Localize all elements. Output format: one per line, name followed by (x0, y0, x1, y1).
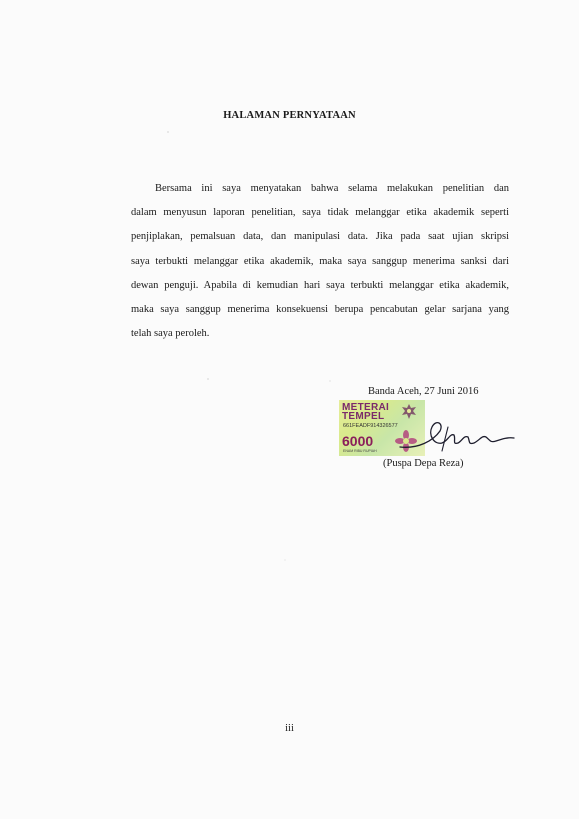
paragraph-line: dewan penguji. Apabila di kemudian hari saya terbukti melanggar etika akademik, (131, 279, 509, 291)
paragraph-line: maka saya sanggup menerima konsekuensi berupa pencabutan gelar sarjana yang (131, 304, 509, 316)
paragraph-line: Bersama ini saya menyatakan bahwa selama melakukan penelitian dan (155, 183, 509, 194)
statement-paragraph (131, 177, 509, 346)
paragraph-line: dalam menyusun laporan penelitian, saya tidak melanggar etika akademik seperti (131, 207, 509, 219)
stamp-serial: 661FEADF914326577 (343, 423, 398, 429)
paragraph-line: telah saya peroleh. (131, 328, 210, 340)
paragraph-line: saya terbukti melanggar etika akademik, maka saya sanggup menerima sanksi dari (131, 255, 509, 267)
stamp-title (342, 403, 389, 421)
page-title: HALAMAN PERNYATAAN (223, 110, 356, 121)
handwritten-signature (398, 413, 518, 458)
paragraph-line: penjiplakan, pemalsuan data, dan manipulasi data. Jika pada saat ujian skripsi (131, 231, 509, 243)
stamp-subtext: ENAM RIBU RUPIAH (343, 449, 377, 453)
signer-name: (Puspa Depa Reza) (383, 458, 464, 469)
page-number: iii (285, 723, 294, 734)
stamp-value: 6000 (342, 433, 374, 449)
place-date: Banda Aceh, 27 Juni 2016 (368, 386, 479, 397)
stamp-line1: METERAI (342, 402, 390, 413)
stamp-line2: TEMPEL (342, 411, 385, 422)
